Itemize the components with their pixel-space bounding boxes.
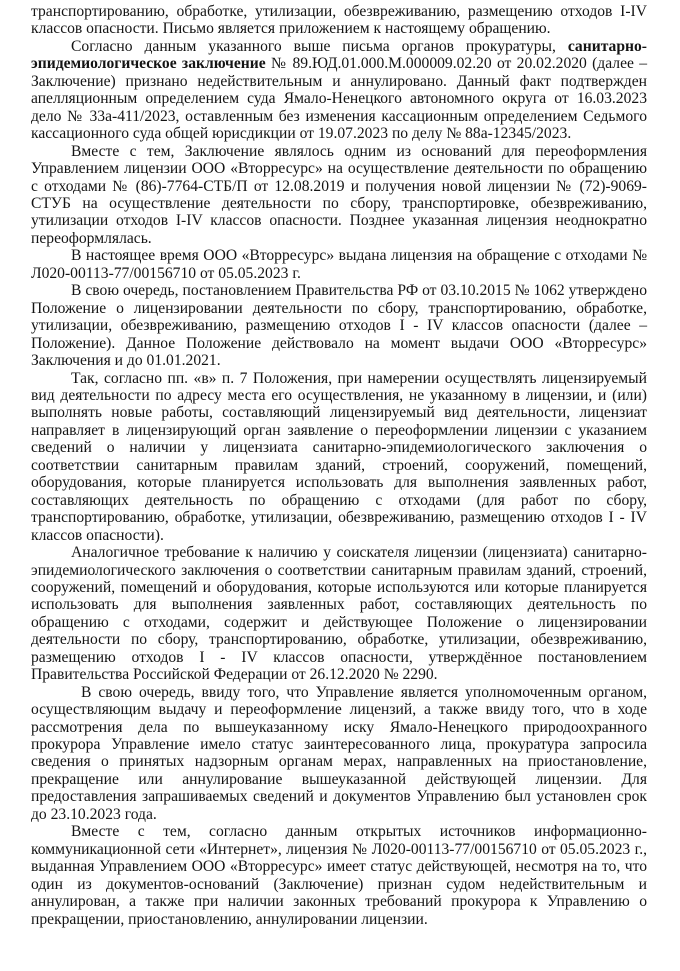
paragraph-license-reissue: Вместе с тем, Заключение являлось одним из оснований для переоформления Управлением лицензии ООО «Вторресурс» на осуществление деятельности по обращению с отходами № (86)-7764-СТБ/П от 12.08.2019 и получения новой лицензии № (72)-9069-СТУБ на осуществление деятельности по сбору, транспортировке, обезвреживанию, утилизации отходов I-IV классов опасности. Позднее указанная лицензия неоднократно переоформлялась. xyxy=(31,142,647,247)
paragraph-sanitary-conclusion-rest: № 89.ЮД.01.000.М.000009.02.20 от 20.02.2020 (далее – Заключение) признано недействительным и аннулировано. Данный факт подтвержден апелляционным определением суда Ямало-Ненецкого автономного округа от 16.03.2023 дело № 33а-411/2023, оставленным без изменения кассационным определением Седьмого кассационного суда общей юрисдикции от 19.07.2023 по делу № 88а-12345/2023. xyxy=(31,55,647,143)
paragraph-regulation-1062: В свою очередь, постановлением Правительства РФ от 03.10.2015 № 1062 утверждено Положение о лицензировании деятельности по сбору, транспортированию, обработке, утилизации, обезвреживанию, размещению отходов I - IV классов опасности (далее – Положение). Данное Положение действовало на момент выдачи ООО «Вторресурс» Заключения и до 01.01.2021. xyxy=(31,282,647,370)
paragraph-current-license: В настоящее время ООО «Вторресурс» выдана лицензия на обращение с отходами № Л020-00113-77/00156710 от 05.05.2023 г. xyxy=(31,247,647,282)
document-page xyxy=(31,3,647,928)
paragraph-sanitary-conclusion-lead: Согласно данным указанного выше письма органов прокуратуры, xyxy=(71,37,568,55)
paragraph-sanitary-conclusion xyxy=(31,38,647,143)
paragraph-prosecutor-request: В свою очередь, ввиду того, что Управление является уполномоченным органом, осуществляющим выдачу и переоформление лицензий, а также ввиду того, что в ходе рассмотрения дела по вышеуказанному иску Ямало-Ненецкого природоохранного прокурора Управление имело статус заинтересованного лица, прокуратура запросила сведения о принятых надзорным органам мерах, направленных на приостановление, прекращение или аннулирование вышеуказанной действующей лицензии. Для предоставления запрашиваемых сведений и документов Управлению был установлен срок до 23.10.2023 года. xyxy=(31,683,647,823)
paragraph-continuation: транспортированию, обработке, утилизации, обезвреживанию, размещению отходов I-IV классов опасности. Письмо является приложением к настоящему обращению. xyxy=(31,3,647,38)
paragraph-clause-7v: Так, согласно пп. «в» п. 7 Положения, при намерении осуществлять лицензируемый вид деятельности по адресу места его осуществления, не указанному в лицензии, и (или) выполнять новые работы, составляющий лицензируемый вид деятельности, лицензиат направляет в лицензирующий орган заявление о переоформлении лицензии с указанием сведений о наличии у лицензиата санитарно-эпидемиологического заключения о соответствии санитарным правилам зданий, строений, сооружений, помещений, оборудования, которые планируется использовать для выполнения заявленных работ, составляющих деятельность по обращению с отходами (для работ по сбору, транспортированию, обработке, утилизации, обезвреживанию, размещению отходов I - IV классов опасности). xyxy=(31,369,647,544)
sanitary-conclusion-bold-term: санитарно-эпидемиологическое заключение xyxy=(31,37,647,73)
paragraph-license-status: Вместе с тем, согласно данным открытых источников информационно-коммуникационной сети «Интернет», лицензия № Л020-00113-77/00156710 от 05.05.2023 г., выданная Управлением ООО «Вторресурс» имеет статус действующей, несмотря на то, что один из документов-оснований (Заключение) признан судом недействительным и аннулирован, а также при наличии законных требований прокурора к Управлению о прекращении, приостановлению, аннулировании лицензии. xyxy=(31,823,647,928)
paragraph-similar-requirement: Аналогичное требование к наличию у соискателя лицензии (лицензиата) санитарно-эпидемиологического заключения о соответствии санитарным правилам зданий, строений, сооружений, помещений и оборудования, которые используются или которые планируется использовать для выполнения заявленных работ, составляющих деятельность по обращению с отходами, содержит и действующее Положение о лицензировании деятельности по сбору, транспортированию, обработке, утилизации, обезвреживанию, размещению отходов I - IV классов опасности, утверждённое постановлением Правительства Российской Федерации от 26.12.2020 № 2290. xyxy=(31,544,647,684)
